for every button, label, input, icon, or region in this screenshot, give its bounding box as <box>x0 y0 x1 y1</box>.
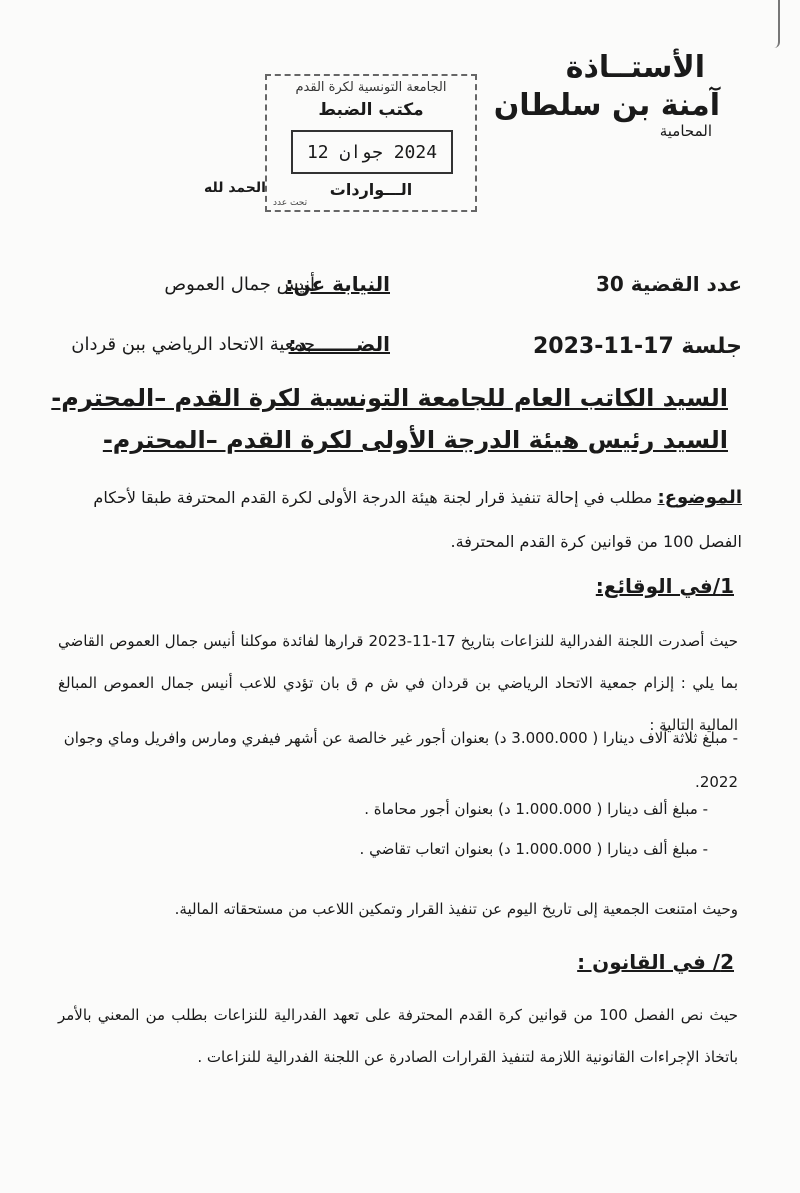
stamp-section: الـــواردات <box>329 180 413 199</box>
representative-value: أنيس جمال العموص <box>164 274 315 295</box>
facts-item: - مبلغ ألف دينارا ( 1.000.000 د) بعنوان أجور محاماة . <box>364 800 708 818</box>
corner-mark <box>770 0 780 48</box>
session-date: جلسة 17-11-2023 <box>533 334 742 359</box>
addressee-league-president: السيد رئيس هيئة الدرجة الأولى لكرة القدم –المحترم- <box>102 426 728 454</box>
facts-item: - مبلغ ألف دينارا ( 1.000.000 د) بعنوان اتعاب تقاضي . <box>359 840 708 858</box>
facts-heading: 1/في الوقائع: <box>595 574 734 598</box>
against-value: جمعية الاتحاد الرياضي ببن قردان <box>71 334 315 355</box>
addressee-secretary-general: السيد الكاتب العام للجامعة التونسية لكرة القدم –المحترم- <box>51 384 728 412</box>
stamp-office: مكتب الضبط <box>318 100 424 120</box>
case-number: عدد القضية 30 <box>595 272 742 296</box>
subject-text: مطلب في إحالة تنفيذ قرار لجنة هيئة الدرجة الأولى لكرة القدم المحترفة طبقا لأحكام الفصل 100 من قوانين كرة القدم المحترفة. <box>93 488 742 551</box>
law-heading: 2/ في القانون : <box>577 950 734 974</box>
letterhead-title: الأستــاذة <box>565 50 705 85</box>
stamp-footer: تحت عدد <box>273 198 308 208</box>
stamp-org: الجامعة التونسية لكرة القدم <box>295 80 447 95</box>
letterhead-name: آمنة بن سلطان <box>493 88 720 123</box>
subject-label: الموضوع: <box>657 487 742 508</box>
facts-item: - مبلغ ثلاثة آلاف دينارا ( 3.000.000 د) بعنوان أجور غير خالصة عن أشهر فيفري ومارس وافريل وماي وجوان 2022. <box>63 729 738 791</box>
law-text: حيث نص الفصل 100 من قوانين كرة القدم المحترفة على تعهد الفدرالية للنزاعات بطلب من المعني بالأمر باتخاذ الإجراءات القانونية اللازمة لتنفيذ القرارات الصادرة عن اللجنة الفدرالية للنزاعات . <box>58 1006 738 1066</box>
against-label: الضـــــــد: <box>288 332 390 356</box>
letterhead-role: المحامية <box>659 122 712 140</box>
facts-intro: حيث أصدرت اللجنة الفدرالية للنزاعات بتاريخ 17-11-2023 قرارها لفائدة موكلنا أنيس جمال العموص القاضي بما يلي : إلزام جمعية الاتحاد الرياضي بن قردان في ش م ق بان تؤدي للاعب أنيس جمال العموص المبالغ المالية التالية : <box>58 632 738 734</box>
facts-closing: وحيث امتنعت الجمعية إلى تاريخ اليوم عن تنفيذ القرار وتمكين اللاعب من مستحقاته المالية. <box>174 900 738 918</box>
stamp-date: 2024 جوان 12 <box>291 130 453 174</box>
representative-label: النيابة عن: <box>285 272 390 296</box>
subject <box>62 476 742 564</box>
basmala: الحمد لله <box>204 180 266 196</box>
received-stamp <box>265 74 477 212</box>
